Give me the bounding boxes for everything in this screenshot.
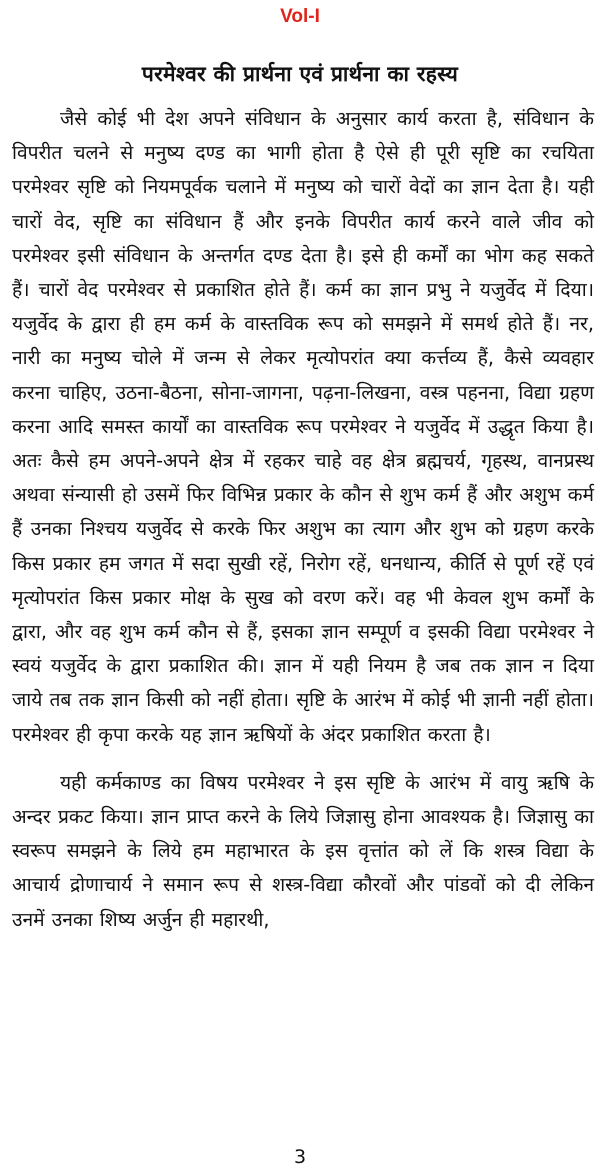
body-text <box>12 102 594 937</box>
volume-label: Vol-I <box>280 6 320 27</box>
paragraph-1: जैसे कोई भी देश अपने संविधान के अनुसार कार्य करता है, संविधान के विपरीत चलने से मनुष्य दण्ड का भागी होता है ऐसे ही पूरी सृष्टि का रचयिता परमेश्वर सृष्टि को नियमपूर्वक चलाने में मनुष्य को चारों वेदों का ज्ञान देता है। यही चारों वेद, सृष्टि का संविधान हैं और इनके विपरीत कार्य करने वाले जीव को परमेश्वर इसी संविधान के अन्तर्गत दण्ड देता है। इसे ही कर्मों का भोग कह सकते हैं। चारों वेद परमेश्वर से प्रकाशित होते हैं। कर्म का ज्ञान प्रभु ने यजुर्वेद में दिया। यजुर्वेद के द्वारा ही हम कर्म के वास्तविक रूप को समझने में समर्थ होते हैं। नर, नारी का मनुष्य चोले में जन्म से लेकर मृत्योपरांत क्या कर्त्तव्य हैं, कैसे व्यवहार करना चाहिए, उठना-बैठना, सोना-जागना, पढ़ना-लिखना, वस्त्र पहनना, विद्या ग्रहण करना आदि समस्त कार्यों का वास्तविक रूप परमेश्वर ने यजुर्वेद में उद्धृत किया है। अतः कैसे हम अपने-अपने क्षेत्र में रहकर चाहे वह क्षेत्र ब्रह्मचर्य, गृहस्थ, वानप्रस्थ अथवा संन्यासी हो उसमें फिर विभिन्न प्रकार के कौन से शुभ कर्म हैं और अशुभ कर्म हैं उनका निश्चय यजुर्वेद से करके फिर अशुभ का त्याग और शुभ को ग्रहण करके किस प्रकार हम जगत में सदा सुखी रहें, निरोग रहें, धनधान्य, कीर्ति से पूर्ण रहें एवं मृत्योपरांत किस प्रकार मोक्ष के सुख को वरण करें। वह भी केवल शुभ कर्मों के द्वारा, और वह शुभ कर्म कौन से हैं, इसका ज्ञान सम्पूर्ण व इसकी विद्या परमेश्वर ने स्वयं यजुर्वेद के द्वारा प्रकाशित की। ज्ञान में यही नियम है जब तक ज्ञान न दिया जाये तब तक ज्ञान किसी को नहीं होता। सृष्टि के आरंभ में कोई भी ज्ञानी नहीं होता। परमेश्वर ही कृपा करके यह ज्ञान ऋषियों के अंदर प्रकाशित करता है। <box>12 107 594 746</box>
page-title: परमेश्वर की प्रार्थना एवं प्रार्थना का रहस्य <box>141 62 459 86</box>
page-number: 3 <box>293 1146 307 1168</box>
paragraph-2: यही कर्मकाण्ड का विषय परमेश्वर ने इस सृष्टि के आरंभ में वायु ऋषि के अन्दर प्रकट किया। ज्ञान प्राप्त करने के लिये जिज्ञासु होना आवश्यक है। जिज्ञासु का स्वरूप समझने के लिये हम महाभारत के इस वृत्तांत को लें कि शस्त्र विद्या के आचार्य द्रोणाचार्य ने समान रूप से शस्त्र-विद्या कौरवों और पांडवों को दी लेकिन उनमें उनका शिष्य अर्जुन ही महारथी, <box>12 770 594 931</box>
